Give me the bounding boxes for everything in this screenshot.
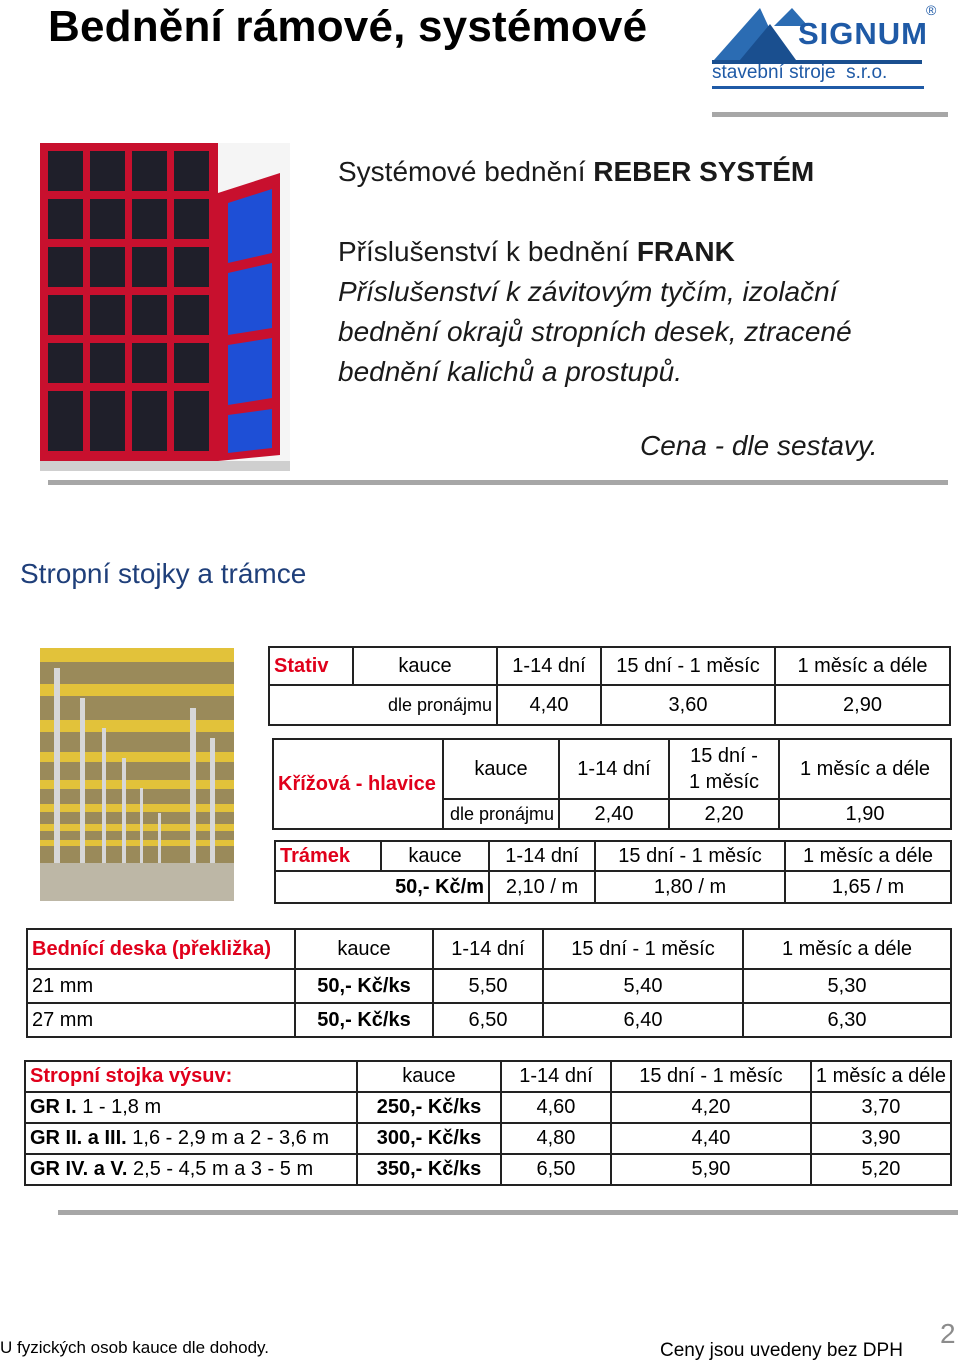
- hlavice-table: [272, 738, 952, 830]
- stativ-header-3: 1 měsíc a déle: [775, 647, 950, 685]
- stativ-value-1: 4,40: [497, 685, 601, 725]
- hlavice-header-2a: 15 dní -: [690, 745, 758, 767]
- stojka-row-value: 6,50: [501, 1154, 611, 1185]
- stojka-row-value: 4,80: [501, 1123, 611, 1154]
- hlavice-name: Křížová - hlavice: [273, 739, 443, 829]
- hlavice-value-2: 2,20: [669, 799, 779, 829]
- deska-row-label: 21 mm: [27, 969, 295, 1003]
- deska-header-deposit: kauce: [295, 929, 433, 969]
- deska-row-deposit: 50,- Kč/ks: [295, 1003, 433, 1037]
- hlavice-header-deposit: kauce: [443, 739, 559, 799]
- stojka-row-code: GR I.: [30, 1096, 77, 1118]
- deska-row-label: 27 mm: [27, 1003, 295, 1037]
- table-row: [27, 1003, 951, 1037]
- stojka-name: Stropní stojka výsuv:: [25, 1061, 357, 1092]
- hlavice-header-2b: 1 měsíc: [688, 771, 760, 793]
- accessory-line-1: Příslušenství k závitovým tyčím, izolační: [338, 276, 838, 307]
- hlavice-value-1: 2,40: [559, 799, 669, 829]
- table-row: [25, 1154, 951, 1185]
- stojka-row-deposit: 250,- Kč/ks: [357, 1092, 501, 1123]
- props-photo: [40, 648, 234, 901]
- formwork-photo: [40, 143, 290, 471]
- stativ-value-3: 2,90: [775, 685, 950, 725]
- page-title: Bednění rámové, systémové: [48, 2, 648, 51]
- stojka-row-range: 2,5 - 4,5 m a 3 - 5 m: [127, 1158, 314, 1180]
- deska-row-value: 5,50: [433, 969, 543, 1003]
- tramek-header-deposit: kauce: [381, 841, 489, 871]
- hlavice-header-3: 1 měsíc a déle: [779, 739, 951, 799]
- stojka-row-label: [25, 1092, 357, 1123]
- stojka-row-value: 4,60: [501, 1092, 611, 1123]
- accessory-line-2: bednění okrajů stropních desek, ztracené: [338, 316, 852, 347]
- stativ-name: Stativ: [269, 647, 353, 685]
- tramek-value-1: 2,10 / m: [489, 871, 595, 903]
- tramek-header-1: 1-14 dní: [489, 841, 595, 871]
- page-number: 2: [940, 1318, 956, 1349]
- stojka-row-deposit: 300,- Kč/ks: [357, 1123, 501, 1154]
- stojka-header-2: 15 dní - 1 měsíc: [611, 1061, 811, 1092]
- stativ-rent-label: dle pronájmu: [269, 685, 497, 725]
- stativ-header-2: 15 dní - 1 měsíc: [601, 647, 775, 685]
- deska-row-value: 6,50: [433, 1003, 543, 1037]
- reber-line-text: Systémové bednění: [338, 156, 594, 187]
- stojka-header-deposit: kauce: [357, 1061, 501, 1092]
- tramek-header-2: 15 dní - 1 měsíc: [595, 841, 785, 871]
- table-row: [27, 969, 951, 1003]
- table-row: [25, 1123, 951, 1154]
- hlavice-header-2: [669, 739, 779, 799]
- frank-brand: FRANK: [636, 236, 735, 267]
- stativ-value-2: 3,60: [601, 685, 775, 725]
- deska-row-value: 5,30: [743, 969, 951, 1003]
- reber-line: [338, 156, 814, 188]
- footer-vat-note: Ceny jsou uvedeny bez DPH: [660, 1340, 903, 1361]
- deska-name: Bednící deska (překližka): [27, 929, 295, 969]
- stojka-row-value: 4,40: [611, 1123, 811, 1154]
- stojka-row-code: GR IV. a V.: [30, 1158, 128, 1180]
- section-title: Stropní stojky a trámce: [20, 558, 307, 589]
- tramek-value-2: 1,80 / m: [595, 871, 785, 903]
- hlavice-header-1: 1-14 dní: [559, 739, 669, 799]
- stojka-row-value: 3,90: [811, 1123, 951, 1154]
- hlavice-rent-label: dle pronájmu: [443, 799, 559, 829]
- tramek-deposit: 50,- Kč/m: [275, 871, 489, 903]
- footer-deposit-note: U fyzických osob kauce dle dohody.: [0, 1338, 269, 1357]
- stojka-row-value: 5,90: [611, 1154, 811, 1185]
- logo-subtitle: stavební stroje s.r.o.: [712, 62, 888, 83]
- stojka-row-value: 4,20: [611, 1092, 811, 1123]
- deska-header-1: 1-14 dní: [433, 929, 543, 969]
- tramek-value-3: 1,65 / m: [785, 871, 951, 903]
- deska-header-3: 1 měsíc a déle: [743, 929, 951, 969]
- deska-table: [26, 928, 952, 1038]
- stojka-row-deposit: 350,- Kč/ks: [357, 1154, 501, 1185]
- logo-brand: SIGNUM: [798, 16, 928, 51]
- tramek-name: Trámek: [275, 841, 381, 871]
- signum-logo: [712, 2, 937, 90]
- frank-line: [338, 236, 735, 268]
- reber-brand: REBER SYSTÉM: [593, 156, 815, 187]
- price-note: Cena - dle sestavy.: [640, 430, 878, 461]
- tramek-table: [274, 840, 952, 904]
- stojka-header-1: 1-14 dní: [501, 1061, 611, 1092]
- stativ-table: [268, 646, 951, 726]
- deska-row-value: 6,30: [743, 1003, 951, 1037]
- deska-header-2: 15 dní - 1 měsíc: [543, 929, 743, 969]
- stojka-row-value: 5,20: [811, 1154, 951, 1185]
- accessory-line-3: bednění kalichů a prostupů.: [338, 356, 683, 387]
- frank-line-text: Příslušenství k bednění: [338, 236, 637, 267]
- logo-registered: ®: [926, 2, 937, 18]
- stojka-row-code: GR II. a III.: [30, 1127, 127, 1149]
- stojka-row-range: 1 - 1,8 m: [76, 1096, 162, 1118]
- tramek-header-3: 1 měsíc a déle: [785, 841, 951, 871]
- stojka-row-range: 1,6 - 2,9 m a 2 - 3,6 m: [126, 1127, 330, 1149]
- stojka-row-label: [25, 1154, 357, 1185]
- stojka-table: [24, 1060, 952, 1186]
- table-row: [25, 1092, 951, 1123]
- deska-row-deposit: 50,- Kč/ks: [295, 969, 433, 1003]
- stativ-header-1: 1-14 dní: [497, 647, 601, 685]
- stojka-row-label: [25, 1123, 357, 1154]
- stojka-header-3: 1 měsíc a déle: [811, 1061, 951, 1092]
- stojka-row-value: 3,70: [811, 1092, 951, 1123]
- stativ-header-deposit: kauce: [353, 647, 497, 685]
- hlavice-value-3: 1,90: [779, 799, 951, 829]
- deska-row-value: 5,40: [543, 969, 743, 1003]
- deska-row-value: 6,40: [543, 1003, 743, 1037]
